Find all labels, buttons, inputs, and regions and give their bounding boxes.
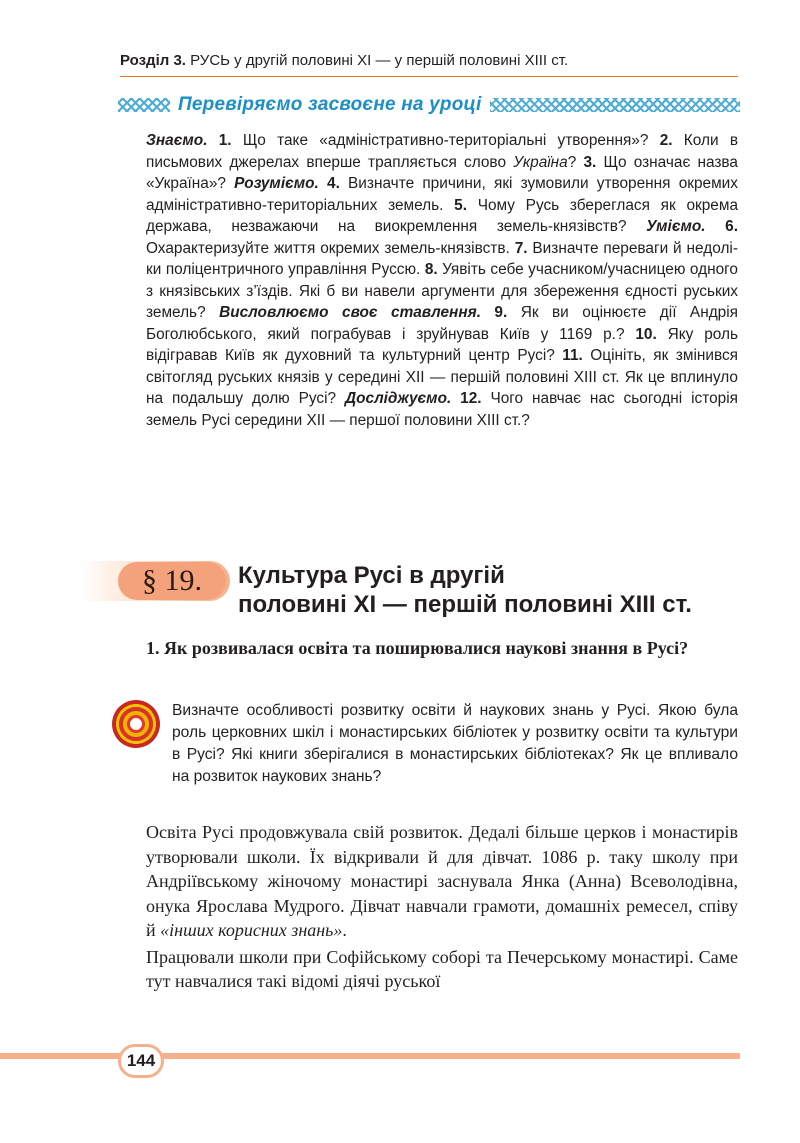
task-number: 9.: [494, 304, 508, 321]
task-number: 1.: [218, 132, 232, 149]
task-text: Визначте причини, які зумовили утворення окремих адміністративно-територіальних земель.: [146, 175, 738, 214]
body-paragraph-1-end: .: [342, 920, 347, 940]
ornament-icon-center: [128, 716, 144, 732]
running-header: [120, 52, 738, 77]
review-tasks: [146, 130, 738, 431]
task-number: 11.: [562, 347, 583, 364]
braid-ornament-right: [490, 98, 740, 112]
task-number: 10.: [635, 325, 657, 343]
check-banner: [118, 92, 740, 118]
braid-ornament-left: [118, 98, 170, 112]
task-number: 12.: [460, 390, 482, 407]
task-text: [319, 175, 327, 192]
task-text: [706, 218, 726, 235]
lesson-title: [238, 561, 758, 619]
task-number: 4.: [327, 175, 340, 192]
task-label: Уміємо.: [646, 218, 706, 235]
lesson-title-line-2: половині ХІ — першій половині ХІІІ ст.: [238, 591, 692, 618]
task-label: Розуміємо.: [234, 175, 319, 192]
task-text: Яку роль відігравав Київ як духовний та культурний центр Русі?: [146, 325, 738, 364]
task-text: Як ви оцінюєте дії Андрія Боголюбського, який пограбував і зруйнував Київ у 1169 р.?: [146, 304, 738, 343]
task-text: Охарактеризуйте життя окремих земель-князівств.: [146, 239, 515, 257]
task-number: 7.: [514, 239, 528, 257]
body-paragraph-1-text: Освіта Русі продовжувала свій розвиток. Дедалі більше церков і монастирів утворювали школи. Їх відкривали й для дівчат. 1086 р. таку школу при Андріївському жіночому монастирі заснувала Янка (Анна) Всеволодівна, онука Ярослава Мудрого. Дівчат навчали грамоти, домашніх ремесел, співу й: [146, 822, 738, 940]
task-number: 2.: [659, 132, 673, 149]
task-text: Що таке «адміністративно-територіальні утворення»?: [231, 132, 660, 149]
task-number: 6.: [725, 218, 738, 235]
task-text: Чого навчає нас сьогодні історія земель Русі середини XII — першої половини XIII ст.?: [146, 390, 738, 429]
lesson-number: § 19.: [118, 562, 226, 600]
task-text: [207, 132, 218, 149]
task-number: 5.: [454, 196, 467, 214]
page-number: 144: [118, 1044, 164, 1078]
task-label: Знаємо.: [146, 132, 208, 149]
task-text: Що означає назва «Україна»?: [146, 153, 738, 192]
footer-bar: [0, 1053, 740, 1059]
task-text: Оцініть, як змінився світогляд руських князів у середині XII — першій половині XIII ст. Як це вплинуло на подальшу долю Русі?: [146, 347, 738, 407]
guiding-questions: Визначте особливості розвитку освіти й наукових знань у Русі. Якою була роль церковних шкіл і монастирських бібліотек у розвитку освіти та культури в Русі? Які книги зберігалися в монастирських бібліотеках? Як це впливало на розвиток наукових знань?: [172, 702, 738, 785]
task-text: Чому Русь збереглася як окрема держава, незважаючи на виокремлення земель-князівств?: [146, 196, 739, 235]
task-text: [481, 304, 494, 321]
subsection-title: 1. Як розвивалася освіта та поширювалися наукові знання в Русі?: [146, 638, 689, 658]
body-paragraph-1: [146, 820, 738, 943]
body-paragraph-2: Працювали школи при Софійському соборі та Печерському монастирі. Саме тут навчалися такі відомі діячі руської: [146, 946, 738, 991]
section-text: РУСЬ у другій половині ХІ — у першій половині ХІІІ ст.: [185, 52, 569, 69]
body-quote: «інших корисних знань»: [160, 920, 343, 940]
task-text: Визначте переваги й недоліки поліцентричного управління Руссю.: [146, 239, 738, 278]
task-label: Висловлюємо своє ставлення.: [219, 304, 481, 321]
lesson-title-line-1: Культура Русі в другій: [238, 562, 505, 589]
section-label: Розділ 3.: [120, 52, 186, 69]
task-text: Уявіть себе учасником/учасницею одного з князівських з’їздів. Які б ви навели аргументи для збереження єдності руських земель?: [146, 261, 738, 321]
task-number: 8.: [424, 261, 438, 278]
check-banner-title: Перевіряємо засвоєне на уроці: [178, 94, 482, 115]
task-text: Коли в письмових джерелах вперше трапляється слово: [146, 132, 739, 171]
task-number: 3.: [583, 153, 597, 171]
task-italic-word: Україна: [513, 153, 568, 171]
task-text: [451, 390, 460, 407]
task-text: ?: [567, 153, 584, 171]
task-label: Досліджуємо.: [345, 390, 452, 407]
body-text: [146, 820, 738, 994]
